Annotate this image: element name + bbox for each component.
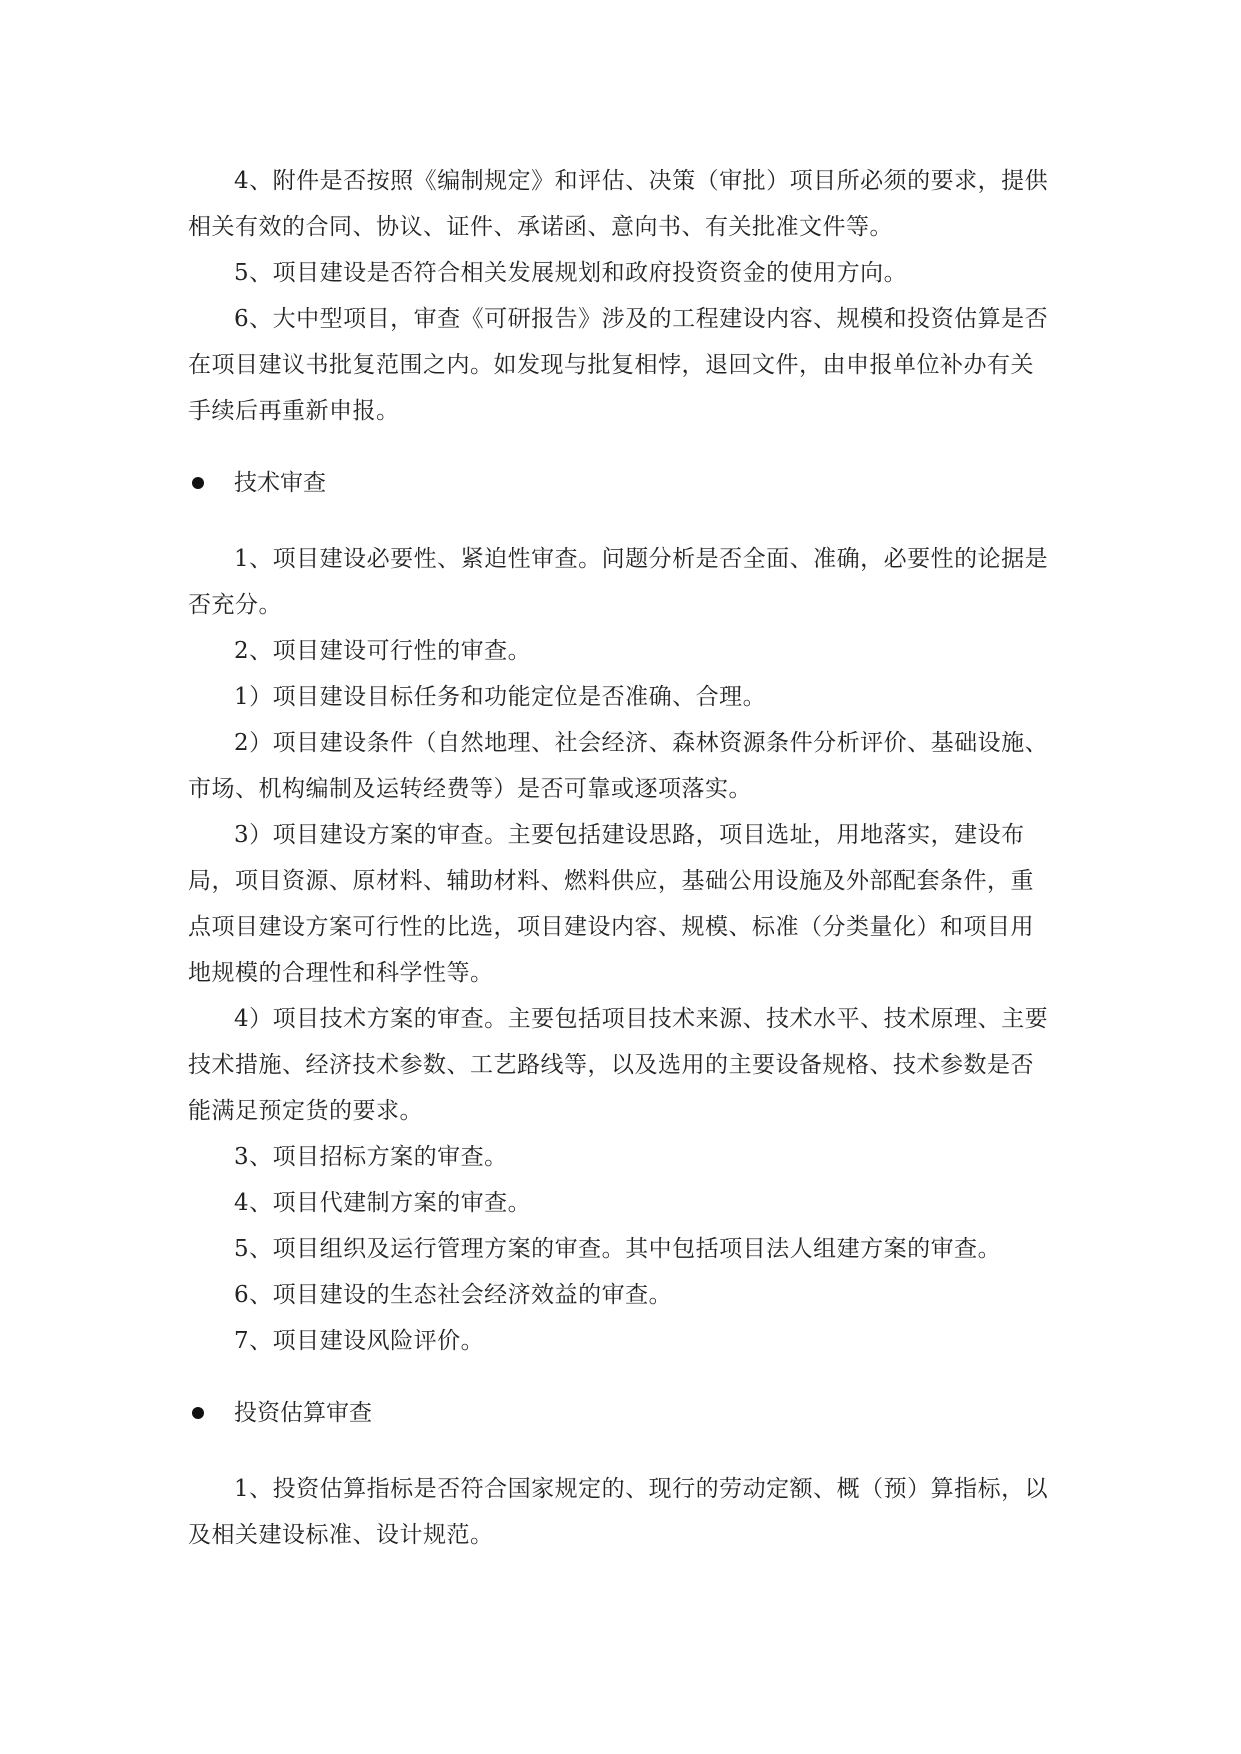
paragraph: 1、投资估算指标是否符合国家规定的、现行的劳动定额、概（预）算指标，以及相关建设标准、设计规范。 — [188, 1476, 1049, 1548]
paragraph: 5、项目建设是否符合相关发展规划和政府投资资金的使用方向。 — [234, 260, 908, 286]
section-general-review — [188, 158, 1056, 434]
document-page — [188, 158, 1056, 1558]
paragraph: 4、项目代建制方案的审查。 — [234, 1190, 532, 1216]
paragraph: 3）项目建设方案的审查。主要包括建设思路，项目选址，用地落实，建设布局，项目资源、原材料、辅助材料、燃料供应，基础公用设施及外部配套条件，重点项目建设方案可行性的比选，项目建设内容、规模、标准（分类量化）和项目用地规模的合理性和科学性等。 — [188, 822, 1034, 986]
section-heading-investment-review — [188, 1390, 1056, 1436]
section-investment-review — [188, 1466, 1056, 1558]
bullet-icon — [192, 477, 204, 489]
paragraph: 5、项目组织及运行管理方案的审查。其中包括项目法人组建方案的审查。 — [234, 1236, 1002, 1262]
paragraph: 6、大中型项目，审查《可研报告》涉及的工程建设内容、规模和投资估算是否在项目建议书批复范围之内。如发现与批复相悖，退回文件，由申报单位补办有关手续后再重新申报。 — [188, 306, 1049, 424]
section-heading-technical-review — [188, 460, 1056, 506]
paragraph: 7、项目建设风险评价。 — [234, 1328, 485, 1354]
paragraph: 2）项目建设条件（自然地理、社会经济、森林资源条件分析评价、基础设施、市场、机构编制及运转经费等）是否可靠或逐项落实。 — [188, 730, 1049, 802]
paragraph: 2、项目建设可行性的审查。 — [234, 638, 532, 664]
paragraph: 6、项目建设的生态社会经济效益的审查。 — [234, 1282, 673, 1308]
paragraph: 1、项目建设必要性、紧迫性审查。问题分析是否全面、准确，必要性的论据是否充分。 — [188, 546, 1049, 618]
section-heading-text: 投资估算审查 — [234, 1400, 372, 1426]
bullet-icon — [192, 1407, 204, 1419]
paragraph: 4、附件是否按照《编制规定》和评估、决策（审批）项目所必须的要求，提供相关有效的合同、协议、证件、承诺函、意向书、有关批准文件等。 — [188, 168, 1049, 240]
paragraph: 1）项目建设目标任务和功能定位是否准确、合理。 — [234, 684, 767, 710]
paragraph: 3、项目招标方案的审查。 — [234, 1144, 508, 1170]
paragraph: 4）项目技术方案的审查。主要包括项目技术来源、技术水平、技术原理、主要技术措施、经济技术参数、工艺路线等，以及选用的主要设备规格、技术参数是否能满足预定货的要求。 — [188, 1006, 1049, 1124]
section-technical-review — [188, 536, 1056, 1364]
section-heading-text: 技术审查 — [234, 470, 326, 496]
